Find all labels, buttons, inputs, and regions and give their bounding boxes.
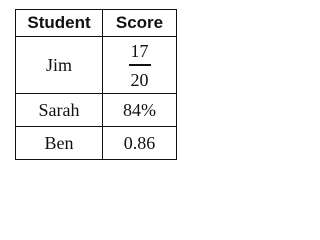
score-value: 84% [103, 94, 177, 127]
score-value: 0.86 [103, 127, 177, 160]
header-row [16, 10, 177, 37]
scores-table [15, 9, 177, 160]
student-header: Student [16, 10, 103, 37]
table-row [16, 127, 177, 160]
student-name: Sarah [16, 94, 103, 127]
fraction-denominator: 20 [130, 69, 149, 90]
score-cell [103, 37, 177, 94]
table-row [16, 94, 177, 127]
student-name: Ben [16, 127, 103, 160]
table-row [16, 37, 177, 94]
score-header: Score [103, 10, 177, 37]
student-name: Jim [16, 37, 103, 94]
fraction-numerator: 17 [130, 41, 149, 62]
score-fraction [129, 42, 151, 88]
